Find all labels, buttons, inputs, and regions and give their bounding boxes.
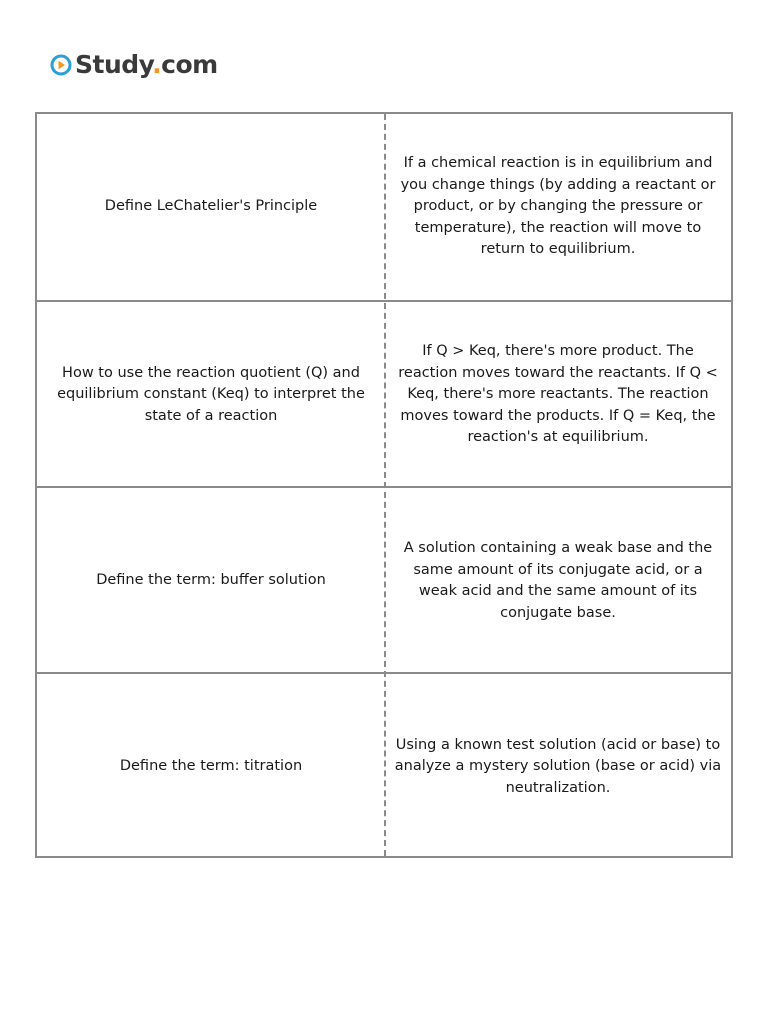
flashcard-term: Define the term: buffer solution bbox=[96, 572, 326, 589]
flashcard-definition: If Q > Keq, there's more product. The reaction moves toward the reactants. If Q < Keq, there's more reactants. The reaction moves toward the products. If Q = Keq, the reaction's at equilibrium. bbox=[398, 343, 718, 446]
play-circle-icon bbox=[50, 54, 72, 76]
logo-wordmark bbox=[75, 50, 218, 80]
cut-line-divider bbox=[384, 114, 386, 856]
flashcard-sheet bbox=[35, 112, 733, 858]
logo-suffix: com bbox=[161, 50, 218, 79]
logo-name: Study bbox=[75, 50, 153, 79]
flashcard-term: Define the term: titration bbox=[119, 758, 303, 775]
study-com-logo bbox=[50, 50, 218, 80]
logo-dot: . bbox=[152, 50, 162, 79]
flashcard-definition: Using a known test solution (acid or base) to analyze a mystery solution (base or acid) via neutralization. bbox=[394, 736, 722, 796]
flashcard-term: How to use the reaction quotient (Q) and equilibrium constant (Keq) to interpret the state of a reaction bbox=[57, 364, 365, 424]
flashcard-term: Define LeChatelier's Principle bbox=[104, 198, 318, 215]
flashcard-definition: A solution containing a weak base and the same amount of its conjugate acid, or a weak acid and the same amount of its conjugate base. bbox=[403, 540, 713, 621]
flashcard-definition: If a chemical reaction is in equilibrium and you change things (by adding a reactant or product, or by changing the pressure or temperature), the reaction will move to return to equilibrium. bbox=[400, 155, 716, 258]
